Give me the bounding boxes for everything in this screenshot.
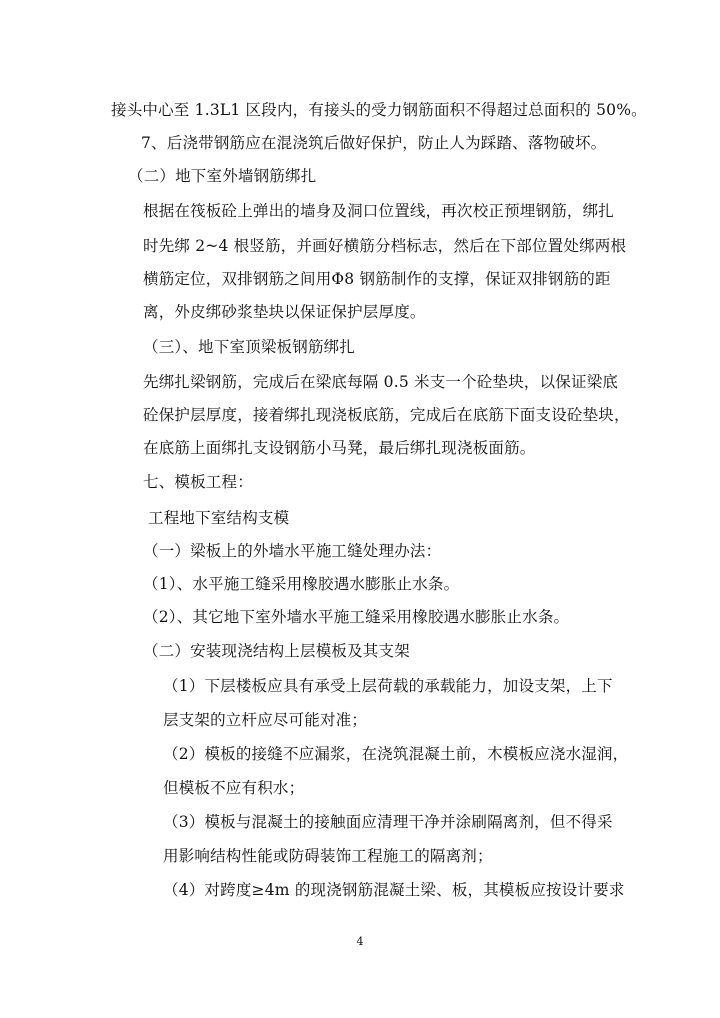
text-line: 层支架的立杆应尽可能对准； [163,711,368,729]
text-line: （1）、水平施工缝采用橡胶遇水膨胀止水条。 [143,575,460,593]
text-line: 砼保护层厚度，接着绑扎现浇板底筋，完成后在底筋下面支设砼垫块， [143,406,630,424]
section-heading: （三）、地下室顶梁板钢筋绑扎 [143,338,356,356]
text-line: 用影响结构性能或防碍装饰工程施工的隔离剂； [163,847,493,865]
text-line: 但模板不应有积水； [163,779,305,797]
text-line: （3）模板与混凝土的接触面应清理干净并涂刷隔离剂，但不得采 [163,813,613,831]
text-line: （2）模板的接缝不应漏浆，在浇筑混凝土前，木模板应浇水湿润， [163,745,629,763]
text-line: （2）、其它地下室外墙水平施工缝采用橡胶遇水膨胀止水条。 [143,608,570,626]
section-heading: （二）地下室外墙钢筋绑扎 [128,167,317,185]
section-heading: （二）安装现浇结构上层模板及其支架 [143,642,410,660]
text-line: 7、后浇带钢筋应在混浇筑后做好保护，防止人为踩踏、落物破坏。 [141,134,607,152]
text-line: 根据在筏板砼上弹出的墙身及洞口位置线，再次校正预埋钢筋，绑扎 [143,202,615,220]
section-heading: （一）梁板上的外墙水平施工缝处理办法： [143,542,442,560]
text-line: 接头中心至 1.3L1 区段内，有接头的受力钢筋面积不得超过总面积的 50%。 [111,101,647,119]
text-line: 横筋定位，双排钢筋之间用Φ8 钢筋制作的支撑，保证双排钢筋的距 [143,270,611,288]
page-number: 4 [356,935,364,948]
text-line: 在底筋上面绑扎支设钢筋小马凳，最后绑扎现浇板面筋。 [143,439,536,457]
chapter-heading: 七、模板工程： [143,473,253,491]
text-line: 先绑扎梁钢筋，完成后在梁底每隔 0.5 米支一个砼垫块，以保证梁底 [143,373,619,391]
text-line: 工程地下室结构支模 [148,509,290,527]
text-line: 时先绑 2~4 根竖筋，并画好横筋分档标志，然后在下部位置处绑两根 [143,237,627,255]
text-line: （1）下层楼板应具有承受上层荷载的承载能力，加设支架，上下 [163,677,613,695]
text-line: （4）对跨度≥4m 的现浇钢筋混凝土梁、板，其模板应按设计要求 [163,881,625,899]
text-line: 离，外皮绑砂浆垫块以保证保护层厚度。 [143,303,426,321]
